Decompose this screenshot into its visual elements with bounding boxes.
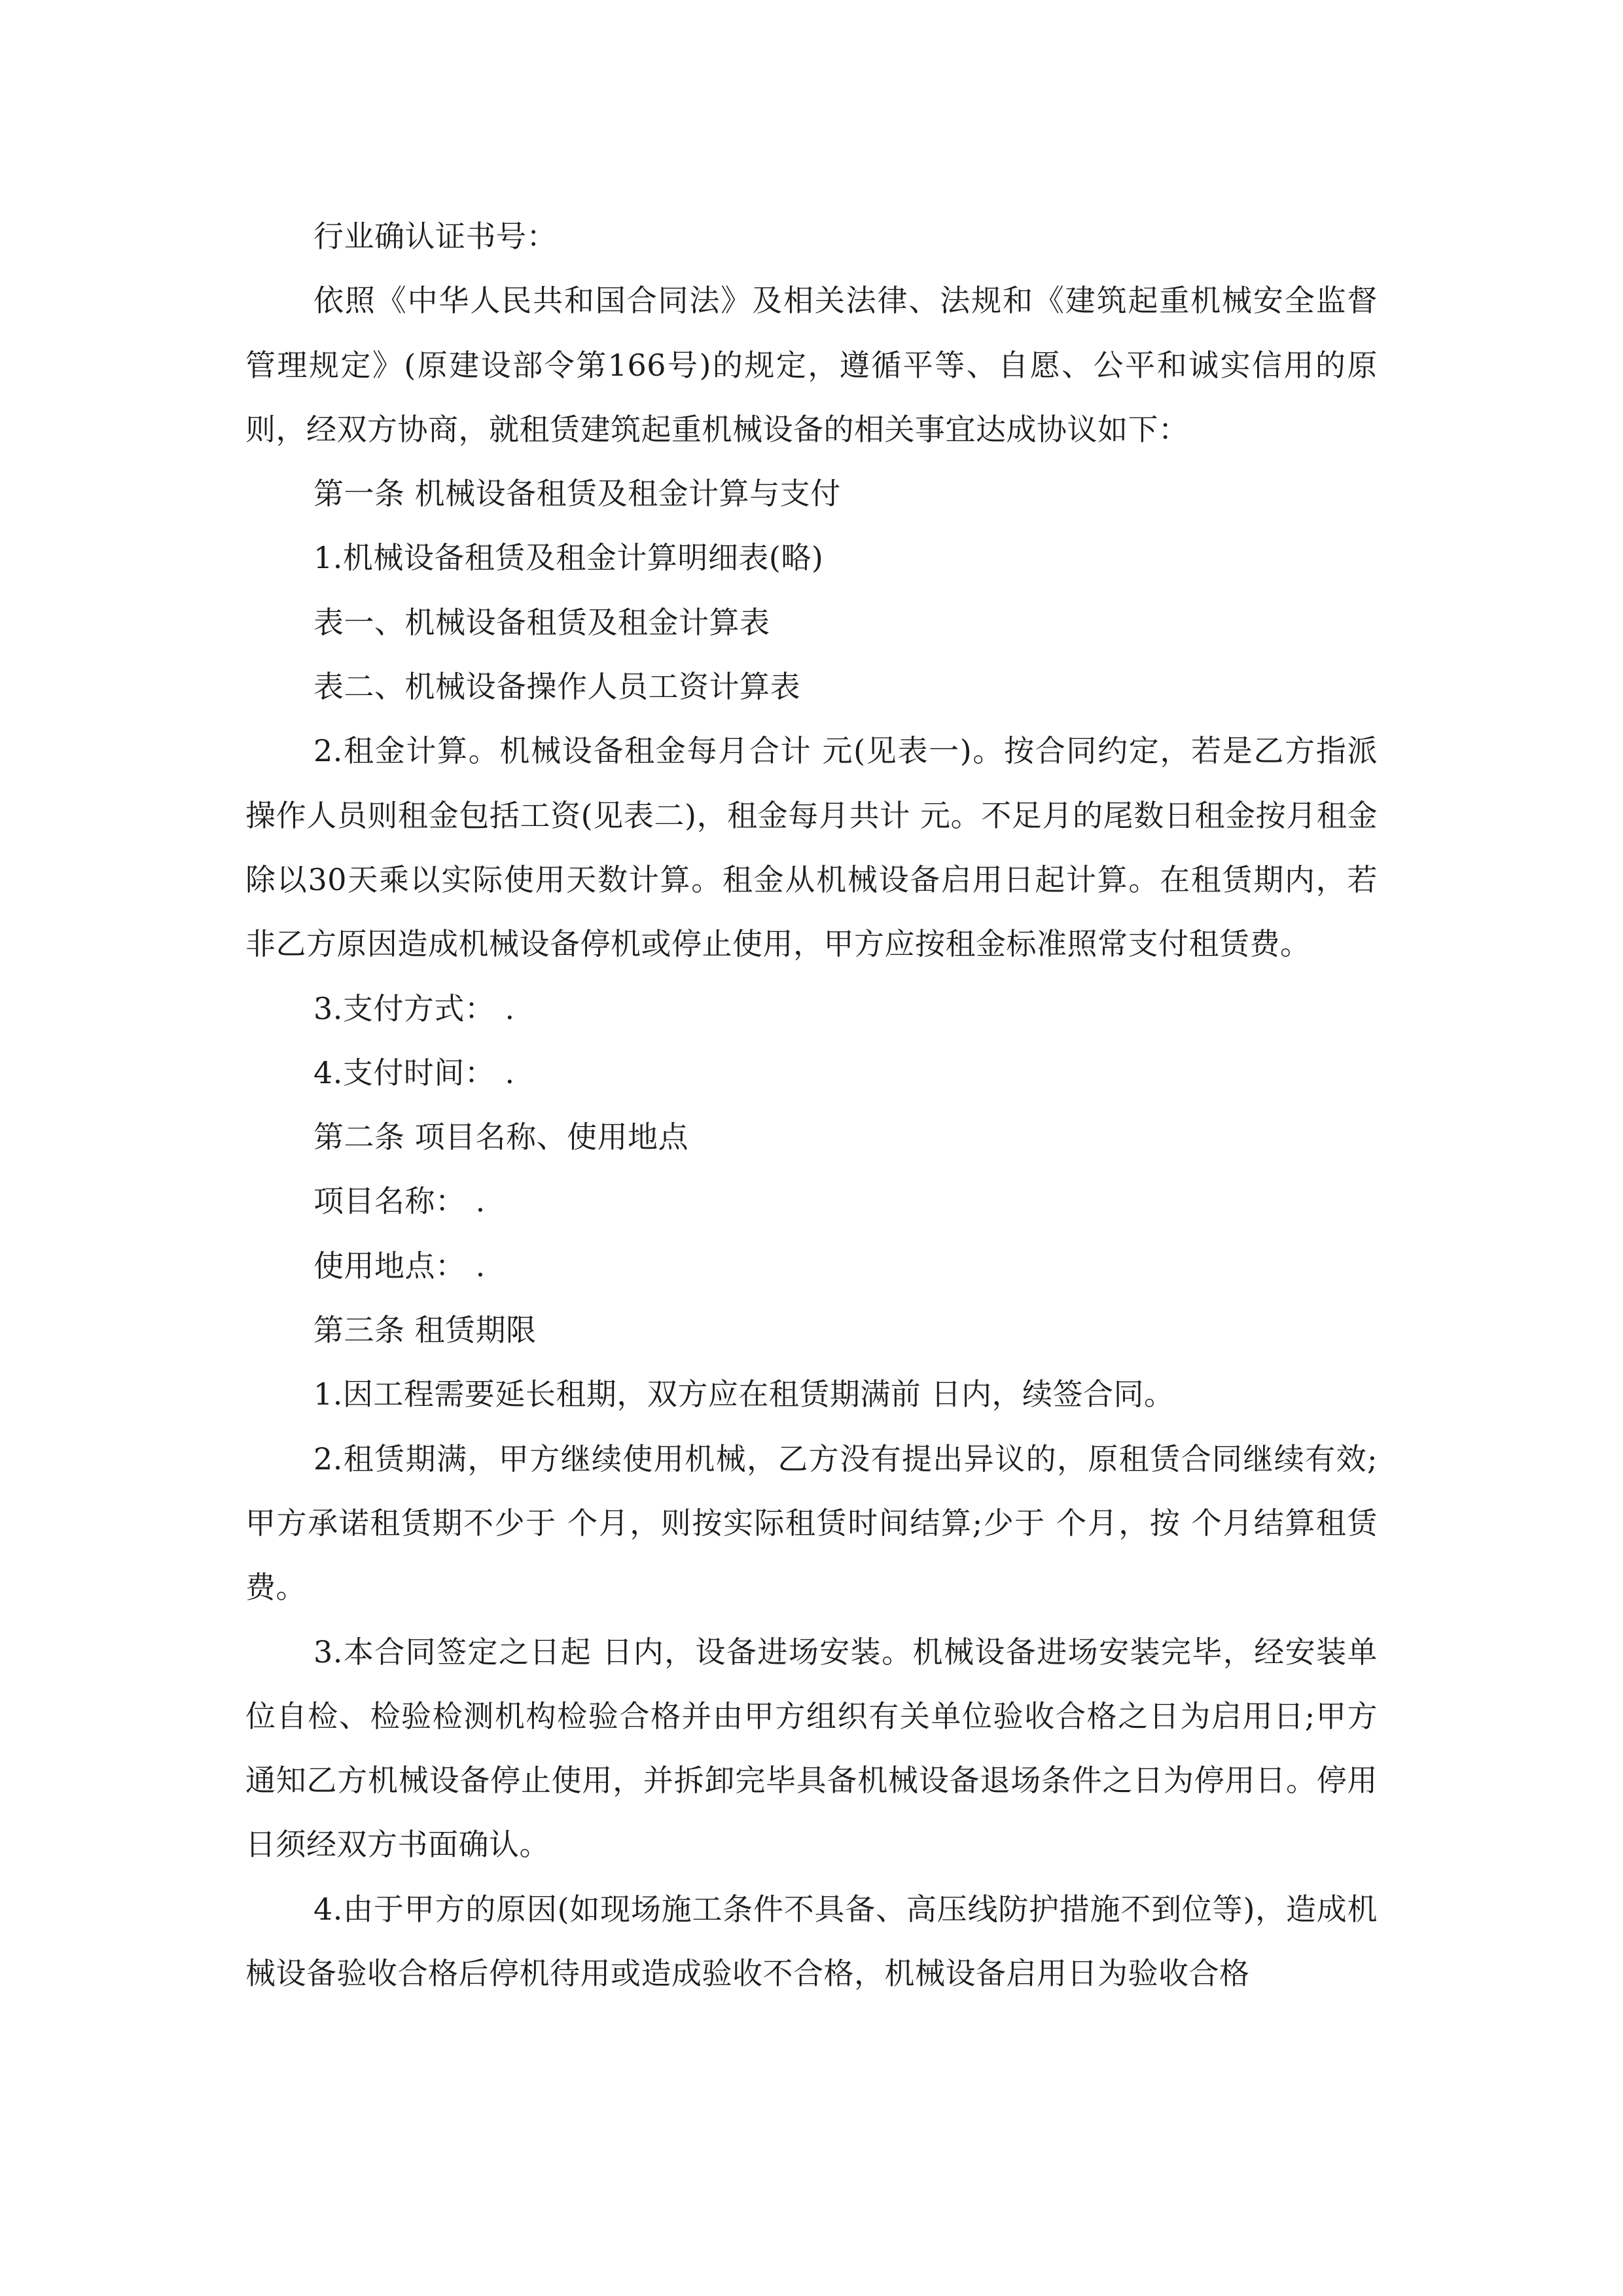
article-2-heading: 第二条 项目名称、使用地点 [313, 1119, 689, 1155]
article-3-item-1: 1.因工程需要延长租期，双方应在租赁期满前 日内，续签合同。 [313, 1376, 1175, 1412]
article-3-heading: 第三条 租赁期限 [313, 1312, 537, 1348]
document-body [245, 204, 1378, 2005]
article-1-item-3: 3.支付方式： . [313, 990, 515, 1026]
table-1-title: 表一、机械设备租赁及租金计算表 [313, 604, 770, 640]
article-1-item-4: 4.支付时间： . [313, 1054, 515, 1090]
article-3-item-4: 4.由于甲方的原因(如现场施工条件不具备、高压线防护措施不到位等)，造成机械设备验收合格后停机待用或造成验收不合格，机械设备启用日为验收合格 [245, 1891, 1378, 1992]
certificate-number-line: 行业确认证书号： [313, 219, 557, 254]
article-3-item-3: 3.本合同签定之日起 日内，设备进场安装。机械设备进场安装完毕，经安装单位自检、检验检测机构检验合格并由甲方组织有关单位验收合格之日为启用日;甲方通知乙方机械设备停止使用，并拆卸完毕具备机械设备退场条件之日为停用日。停用日须经双方书面确认。 [245, 1634, 1378, 1863]
article-1-item-1: 1.机械设备租赁及租金计算明细表(略) [313, 540, 824, 576]
project-name-line: 项目名称： . [313, 1183, 486, 1219]
preamble-paragraph: 依照《中华人民共和国合同法》及相关法律、法规和《建筑起重机械安全监督管理规定》(原建设部令第166号)的规定，遵循平等、自愿、公平和诚实信用的原则，经双方协商，就租赁建筑起重机械设备的相关事宜达成协议如下： [245, 283, 1378, 447]
article-1-item-2: 2.租金计算。机械设备租金每月合计 元(见表一)。按合同约定，若是乙方指派操作人员则租金包括工资(见表二)，租金每月共计 元。不足月的尾数日租金按月租金除以30天乘以实际使用天数计算。租金从机械设备启用日起计算。在租赁期内，若非乙方原因造成机械设备停机或停止使用，甲方应按租金标准照常支付租赁费。 [245, 733, 1378, 962]
article-3-item-2: 2.租赁期满，甲方继续使用机械，乙方没有提出异议的，原租赁合同继续有效;甲方承诺租赁期不少于 个月，则按实际租赁时间结算;少于 个月，按 个月结算租赁费。 [245, 1441, 1378, 1605]
table-2-title: 表二、机械设备操作人员工资计算表 [313, 669, 800, 705]
usage-location-line: 使用地点： . [313, 1247, 486, 1283]
article-1-heading: 第一条 机械设备租赁及租金计算与支付 [313, 476, 841, 512]
